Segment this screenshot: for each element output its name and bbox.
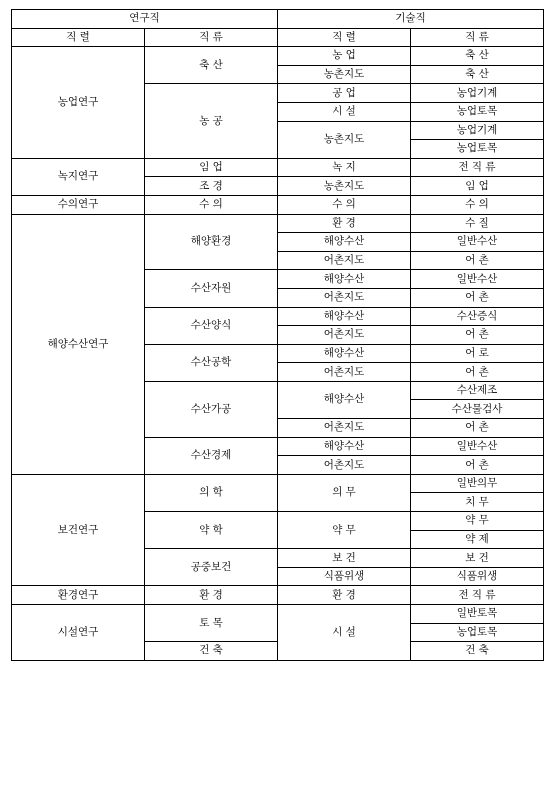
research-class-cell: 약 학 <box>145 512 278 549</box>
technical-class-cell: 어 촌 <box>411 288 544 307</box>
research-class-cell: 의 학 <box>145 474 278 511</box>
technical-series-cell: 농촌지도 <box>278 177 411 196</box>
technical-series-cell: 해양수산 <box>278 381 411 418</box>
technical-class-cell: 일반의무 <box>411 474 544 493</box>
technical-series-cell: 어촌지도 <box>278 326 411 345</box>
table-subheader-row <box>12 28 544 47</box>
table-row <box>12 586 544 605</box>
research-series-cell: 녹지연구 <box>12 158 145 195</box>
technical-class-cell: 일반수산 <box>411 437 544 456</box>
technical-series-cell: 어촌지도 <box>278 288 411 307</box>
technical-class-cell: 일반수산 <box>411 233 544 252</box>
technical-series-cell: 어촌지도 <box>278 419 411 438</box>
research-class-cell: 임 업 <box>145 158 278 177</box>
research-class-cell: 축 산 <box>145 47 278 84</box>
technical-series-cell: 시 설 <box>278 102 411 121</box>
technical-class-cell: 수산물검사 <box>411 400 544 419</box>
technical-class-cell: 수산제조 <box>411 381 544 400</box>
table-row <box>12 605 544 624</box>
research-class-cell: 토 목 <box>145 605 278 642</box>
technical-class-cell: 일반토목 <box>411 605 544 624</box>
technical-series-cell: 해양수산 <box>278 307 411 326</box>
technical-class-cell: 농업기계 <box>411 121 544 140</box>
research-class-cell: 수산가공 <box>145 381 278 437</box>
research-class-cell: 농 공 <box>145 84 278 158</box>
technical-series-cell: 녹 지 <box>278 158 411 177</box>
technical-class-cell: 어 촌 <box>411 363 544 382</box>
research-series-cell: 시설연구 <box>12 605 145 661</box>
technical-class-cell: 식품위생 <box>411 567 544 586</box>
technical-series-cell: 해양수산 <box>278 344 411 363</box>
research-series-cell: 보건연구 <box>12 474 145 586</box>
subheader-technical-class: 직 류 <box>411 28 544 47</box>
research-series-cell: 환경연구 <box>12 586 145 605</box>
technical-class-cell: 수 질 <box>411 214 544 233</box>
research-series-cell: 수의연구 <box>12 195 145 214</box>
technical-class-cell: 어 촌 <box>411 326 544 345</box>
technical-class-cell: 전 직 류 <box>411 158 544 177</box>
table-row <box>12 158 544 177</box>
technical-series-cell: 농촌지도 <box>278 121 411 158</box>
technical-series-cell: 어촌지도 <box>278 363 411 382</box>
technical-class-cell: 농업기계 <box>411 84 544 103</box>
technical-series-cell: 어촌지도 <box>278 251 411 270</box>
technical-class-cell: 건 축 <box>411 642 544 661</box>
research-series-cell: 해양수산연구 <box>12 214 145 474</box>
technical-series-cell: 시 설 <box>278 605 411 661</box>
header-technical: 기술직 <box>278 10 544 29</box>
technical-class-cell: 약 무 <box>411 512 544 531</box>
technical-series-cell: 해양수산 <box>278 270 411 289</box>
technical-class-cell: 전 직 류 <box>411 586 544 605</box>
technical-class-cell: 농업토목 <box>411 102 544 121</box>
subheader-technical-series: 직 렬 <box>278 28 411 47</box>
research-class-cell: 조 경 <box>145 177 278 196</box>
table-header-row <box>12 10 544 29</box>
technical-series-cell: 공 업 <box>278 84 411 103</box>
technical-class-cell: 어 로 <box>411 344 544 363</box>
table-row <box>12 195 544 214</box>
technical-class-cell: 수산증식 <box>411 307 544 326</box>
job-classification-table <box>11 9 544 661</box>
technical-class-cell: 어 촌 <box>411 456 544 475</box>
research-class-cell: 수 의 <box>145 195 278 214</box>
research-class-cell: 건 축 <box>145 642 278 661</box>
technical-class-cell: 어 촌 <box>411 251 544 270</box>
research-class-cell: 환 경 <box>145 586 278 605</box>
technical-class-cell: 어 촌 <box>411 419 544 438</box>
technical-series-cell: 의 무 <box>278 474 411 511</box>
subheader-research-class: 직 류 <box>145 28 278 47</box>
technical-class-cell: 치 무 <box>411 493 544 512</box>
research-class-cell: 수산공학 <box>145 344 278 381</box>
technical-class-cell: 축 산 <box>411 65 544 84</box>
research-class-cell: 수산자원 <box>145 270 278 307</box>
table-row <box>12 474 544 493</box>
technical-series-cell: 농 업 <box>278 47 411 66</box>
technical-class-cell: 보 건 <box>411 549 544 568</box>
research-class-cell: 해양환경 <box>145 214 278 270</box>
header-research: 연구직 <box>12 10 278 29</box>
research-class-cell: 수산경제 <box>145 437 278 474</box>
technical-series-cell: 농촌지도 <box>278 65 411 84</box>
technical-class-cell: 축 산 <box>411 47 544 66</box>
research-series-cell: 농업연구 <box>12 47 145 159</box>
technical-class-cell: 농업토목 <box>411 140 544 159</box>
technical-series-cell: 해양수산 <box>278 437 411 456</box>
technical-class-cell: 약 제 <box>411 530 544 549</box>
technical-series-cell: 환 경 <box>278 586 411 605</box>
research-class-cell: 수산양식 <box>145 307 278 344</box>
technical-class-cell: 임 업 <box>411 177 544 196</box>
technical-series-cell: 해양수산 <box>278 233 411 252</box>
technical-series-cell: 보 건 <box>278 549 411 568</box>
technical-series-cell: 약 무 <box>278 512 411 549</box>
technical-series-cell: 환 경 <box>278 214 411 233</box>
technical-series-cell: 어촌지도 <box>278 456 411 475</box>
technical-class-cell: 농업토목 <box>411 623 544 642</box>
technical-series-cell: 수 의 <box>278 195 411 214</box>
table-row <box>12 214 544 233</box>
research-class-cell: 공중보건 <box>145 549 278 586</box>
technical-series-cell: 식품위생 <box>278 567 411 586</box>
technical-class-cell: 일반수산 <box>411 270 544 289</box>
table-row <box>12 47 544 66</box>
technical-class-cell: 수 의 <box>411 195 544 214</box>
job-classification-sheet <box>11 9 544 661</box>
subheader-research-series: 직 렬 <box>12 28 145 47</box>
